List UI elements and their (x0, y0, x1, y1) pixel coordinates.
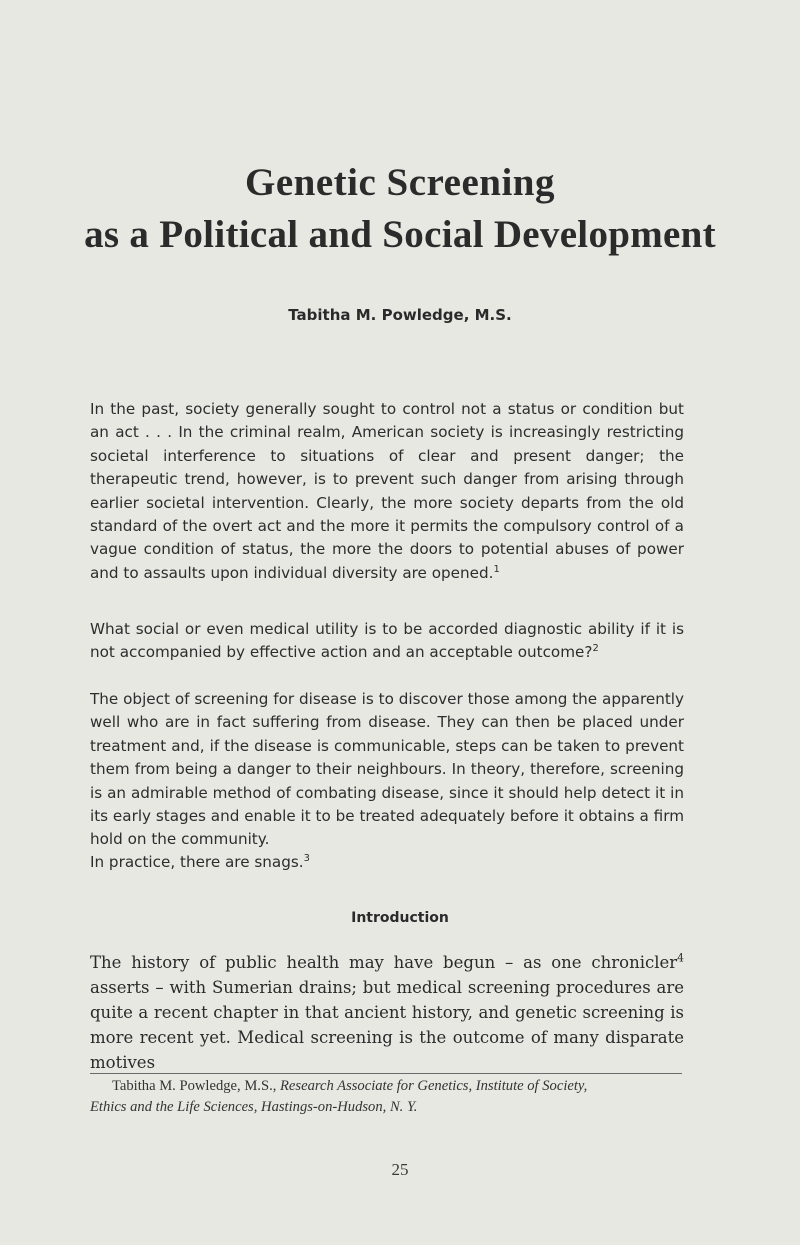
author-footnote (90, 1076, 690, 1117)
footnote-author: Tabitha M. Powledge, M.S., (112, 1078, 281, 1094)
epigraph-3-text: The object of screening for disease is to discover those among the apparently well who are in fact suffering from disease. They can then be placed under treatment and, if the disease is communicable, steps can be taken to prevent them from being a danger to their neighbours. In theory, therefore, screening is an admirable method of combating disease, since it should help detect it in its early stages and enable it to be treated adequately before it obtains a firm hold on the community. (90, 690, 684, 849)
body-paragraph (90, 950, 684, 1075)
footnote-ref: 3 (303, 852, 310, 864)
author-name: Tabitha M. Powledge, M.S. (288, 306, 512, 324)
epigraph-1 (90, 398, 684, 585)
footnote-divider (90, 1073, 682, 1074)
title-line-2: as a Political and Social Development (84, 213, 716, 256)
epigraph-2-text: What social or even medical utility is to be accorded diagnostic ability if it is not accompanied by effective action and an acceptable outcome? (90, 620, 684, 662)
footnote-affiliation-2: Ethics and the Life Sciences, Hastings-on-Hudson, N. Y. (90, 1098, 418, 1115)
footnote-ref: 2 (592, 643, 599, 655)
body-paragraph-rest: asserts – with Sumerian drains; but medical screening procedures are quite a recent chapter in that ancient history, and genetic screening is more recent yet. Medical screening is the outcome of many disparate motives (90, 978, 684, 1072)
page-number: 25 (391, 1160, 409, 1179)
epigraph-3 (90, 688, 684, 852)
footnote-ref: 4 (677, 951, 684, 965)
body-paragraph-start: The history of public health may have begun – as one chronicler (90, 953, 678, 972)
epigraph-3-continuation-text: In practice, there are snags. (90, 853, 304, 871)
section-heading: Introduction (351, 910, 449, 926)
epigraph-2 (90, 618, 684, 665)
title-line-1: Genetic Screening (245, 161, 555, 204)
footnote-affiliation-1: Research Associate for Genetics, Institute of Society, (280, 1078, 588, 1094)
epigraph-1-text: In the past, society generally sought to control not a status or condition but an act . . . In the criminal realm, American society is increasingly restricting societal interference to situations of clear and present danger; the therapeutic trend, however, is to prevent such danger from arising through earlier societal intervention. Clearly, the more society departs from the old standard of the overt act and the more it permits the compulsory control of a vague condition of status, the more the doors to potential abuses of power and to assaults upon individual diversity are opened. (90, 400, 684, 582)
epigraph-3-continuation (90, 851, 684, 874)
footnote-ref: 1 (493, 563, 500, 575)
